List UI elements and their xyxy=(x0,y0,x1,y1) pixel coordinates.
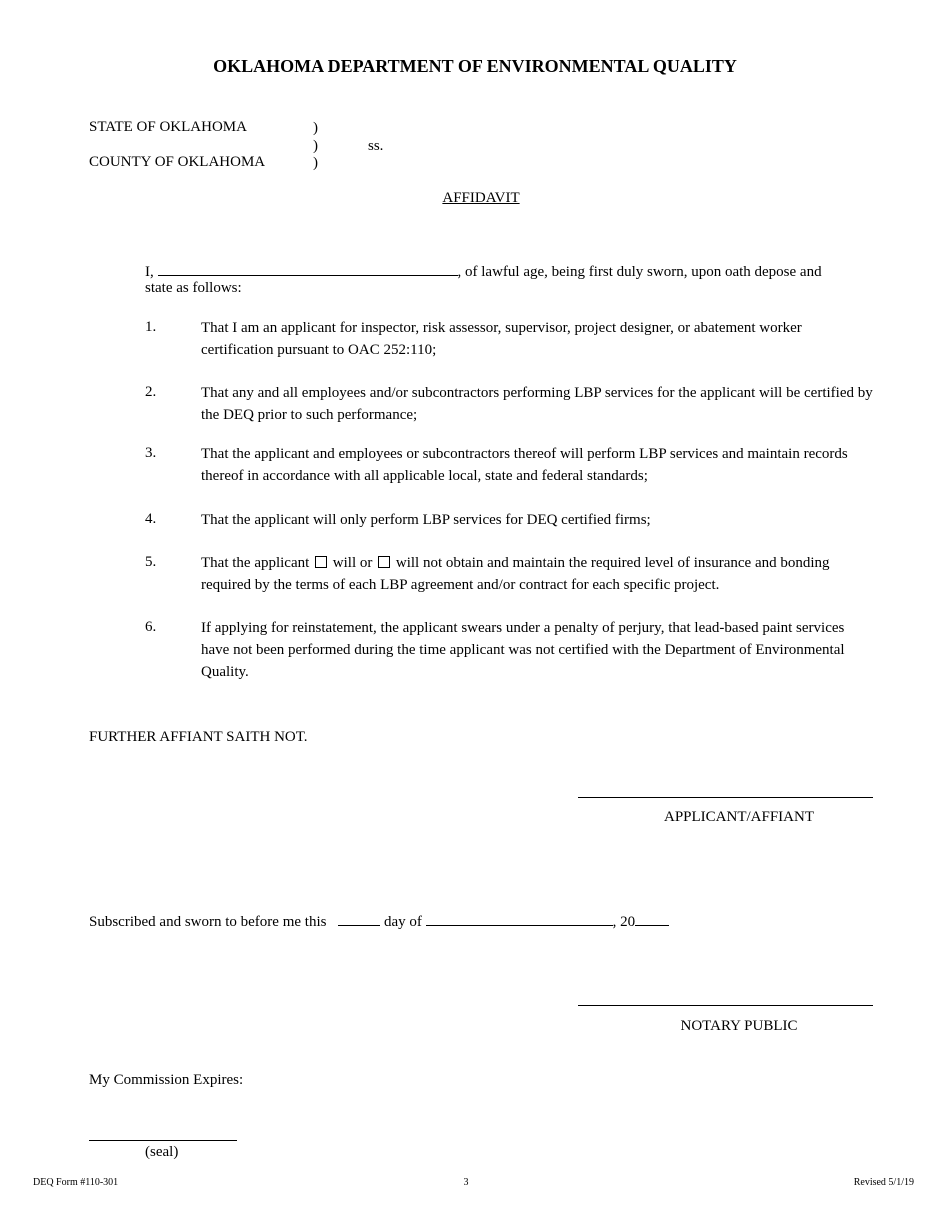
item-2-text: That any and all employees and/or subcontractors performing LBP services for the applicant will be certified by the DEQ prior to such performance; xyxy=(201,385,873,423)
commission-date-line[interactable] xyxy=(89,1140,237,1141)
item-5-number: 5. xyxy=(145,554,157,570)
intro-line-1 xyxy=(145,261,822,281)
intro-prefix: I, xyxy=(145,264,154,280)
item-5-text xyxy=(201,552,876,596)
affiant-name-field[interactable] xyxy=(158,261,458,276)
item-3-text: That the applicant and employees or subcontractors thereof will perform LBP services and maintain records thereof in accordance with all applicable local, state and federal standards; xyxy=(201,446,848,484)
year-field[interactable] xyxy=(635,911,669,926)
venue-paren-3: ) xyxy=(313,155,318,171)
will-not-checkbox[interactable] xyxy=(378,556,390,568)
notary-label: NOTARY PUBLIC xyxy=(680,1018,798,1034)
subscribed-line xyxy=(89,911,669,931)
commission-expires-label: My Commission Expires: xyxy=(89,1072,244,1088)
item-5-text-c: will not obtain and maintain the required level of insurance and bonding required by the terms of each LBP agreement and/or contract for each specific project. xyxy=(201,555,830,593)
page-number: 3 xyxy=(463,1177,469,1188)
subscribed-year-text: , 20 xyxy=(612,914,636,930)
subscribed-prefix: Subscribed and sworn to before me this xyxy=(89,914,327,930)
day-field[interactable] xyxy=(338,911,380,926)
subscribed-day-text: day of xyxy=(383,914,422,930)
affidavit-heading: AFFIDAVIT xyxy=(442,190,520,206)
revised-date: Revised 5/1/19 xyxy=(853,1177,914,1188)
item-5-text-a: That the applicant xyxy=(201,555,310,571)
item-2-number: 2. xyxy=(145,384,157,400)
item-5-text-b: will or xyxy=(332,555,373,571)
seal-label: (seal) xyxy=(145,1144,179,1160)
venue-paren-2: ) xyxy=(313,138,318,154)
venue-ss: ss. xyxy=(368,138,384,154)
intro-suffix: , of lawful age, being first duly sworn, upon oath depose and xyxy=(457,264,822,280)
item-1-number: 1. xyxy=(145,319,157,335)
applicant-label: APPLICANT/AFFIANT xyxy=(663,809,814,825)
item-4-text: That the applicant will only perform LBP services for DEQ certified firms; xyxy=(201,512,651,528)
venue-state: STATE OF OKLAHOMA xyxy=(89,119,247,135)
venue-county: COUNTY OF OKLAHOMA xyxy=(89,154,266,170)
item-1-text: That I am an applicant for inspector, risk assessor, supervisor, project designer, or abatement worker certification pursuant to OAC 252:110; xyxy=(201,320,802,358)
page-title: OKLAHOMA DEPARTMENT OF ENVIRONMENTAL QUALITY xyxy=(213,56,737,76)
item-3-number: 3. xyxy=(145,445,157,461)
will-checkbox[interactable] xyxy=(315,556,327,568)
item-6-text: If applying for reinstatement, the applicant swears under a penalty of perjury, that lead-based paint services have not been performed during the time applicant was not certified with the Department of Environmental Quality. xyxy=(201,620,845,680)
notary-signature-line[interactable] xyxy=(578,1005,873,1006)
item-6-number: 6. xyxy=(145,619,157,635)
applicant-signature-line[interactable] xyxy=(578,797,873,798)
form-number: DEQ Form #110-301 xyxy=(33,1177,119,1188)
further-affiant-text: FURTHER AFFIANT SAITH NOT. xyxy=(89,729,308,745)
month-field[interactable] xyxy=(426,911,613,926)
item-4-number: 4. xyxy=(145,511,157,527)
venue-paren-1: ) xyxy=(313,120,318,136)
intro-line-2: state as follows: xyxy=(145,280,242,296)
